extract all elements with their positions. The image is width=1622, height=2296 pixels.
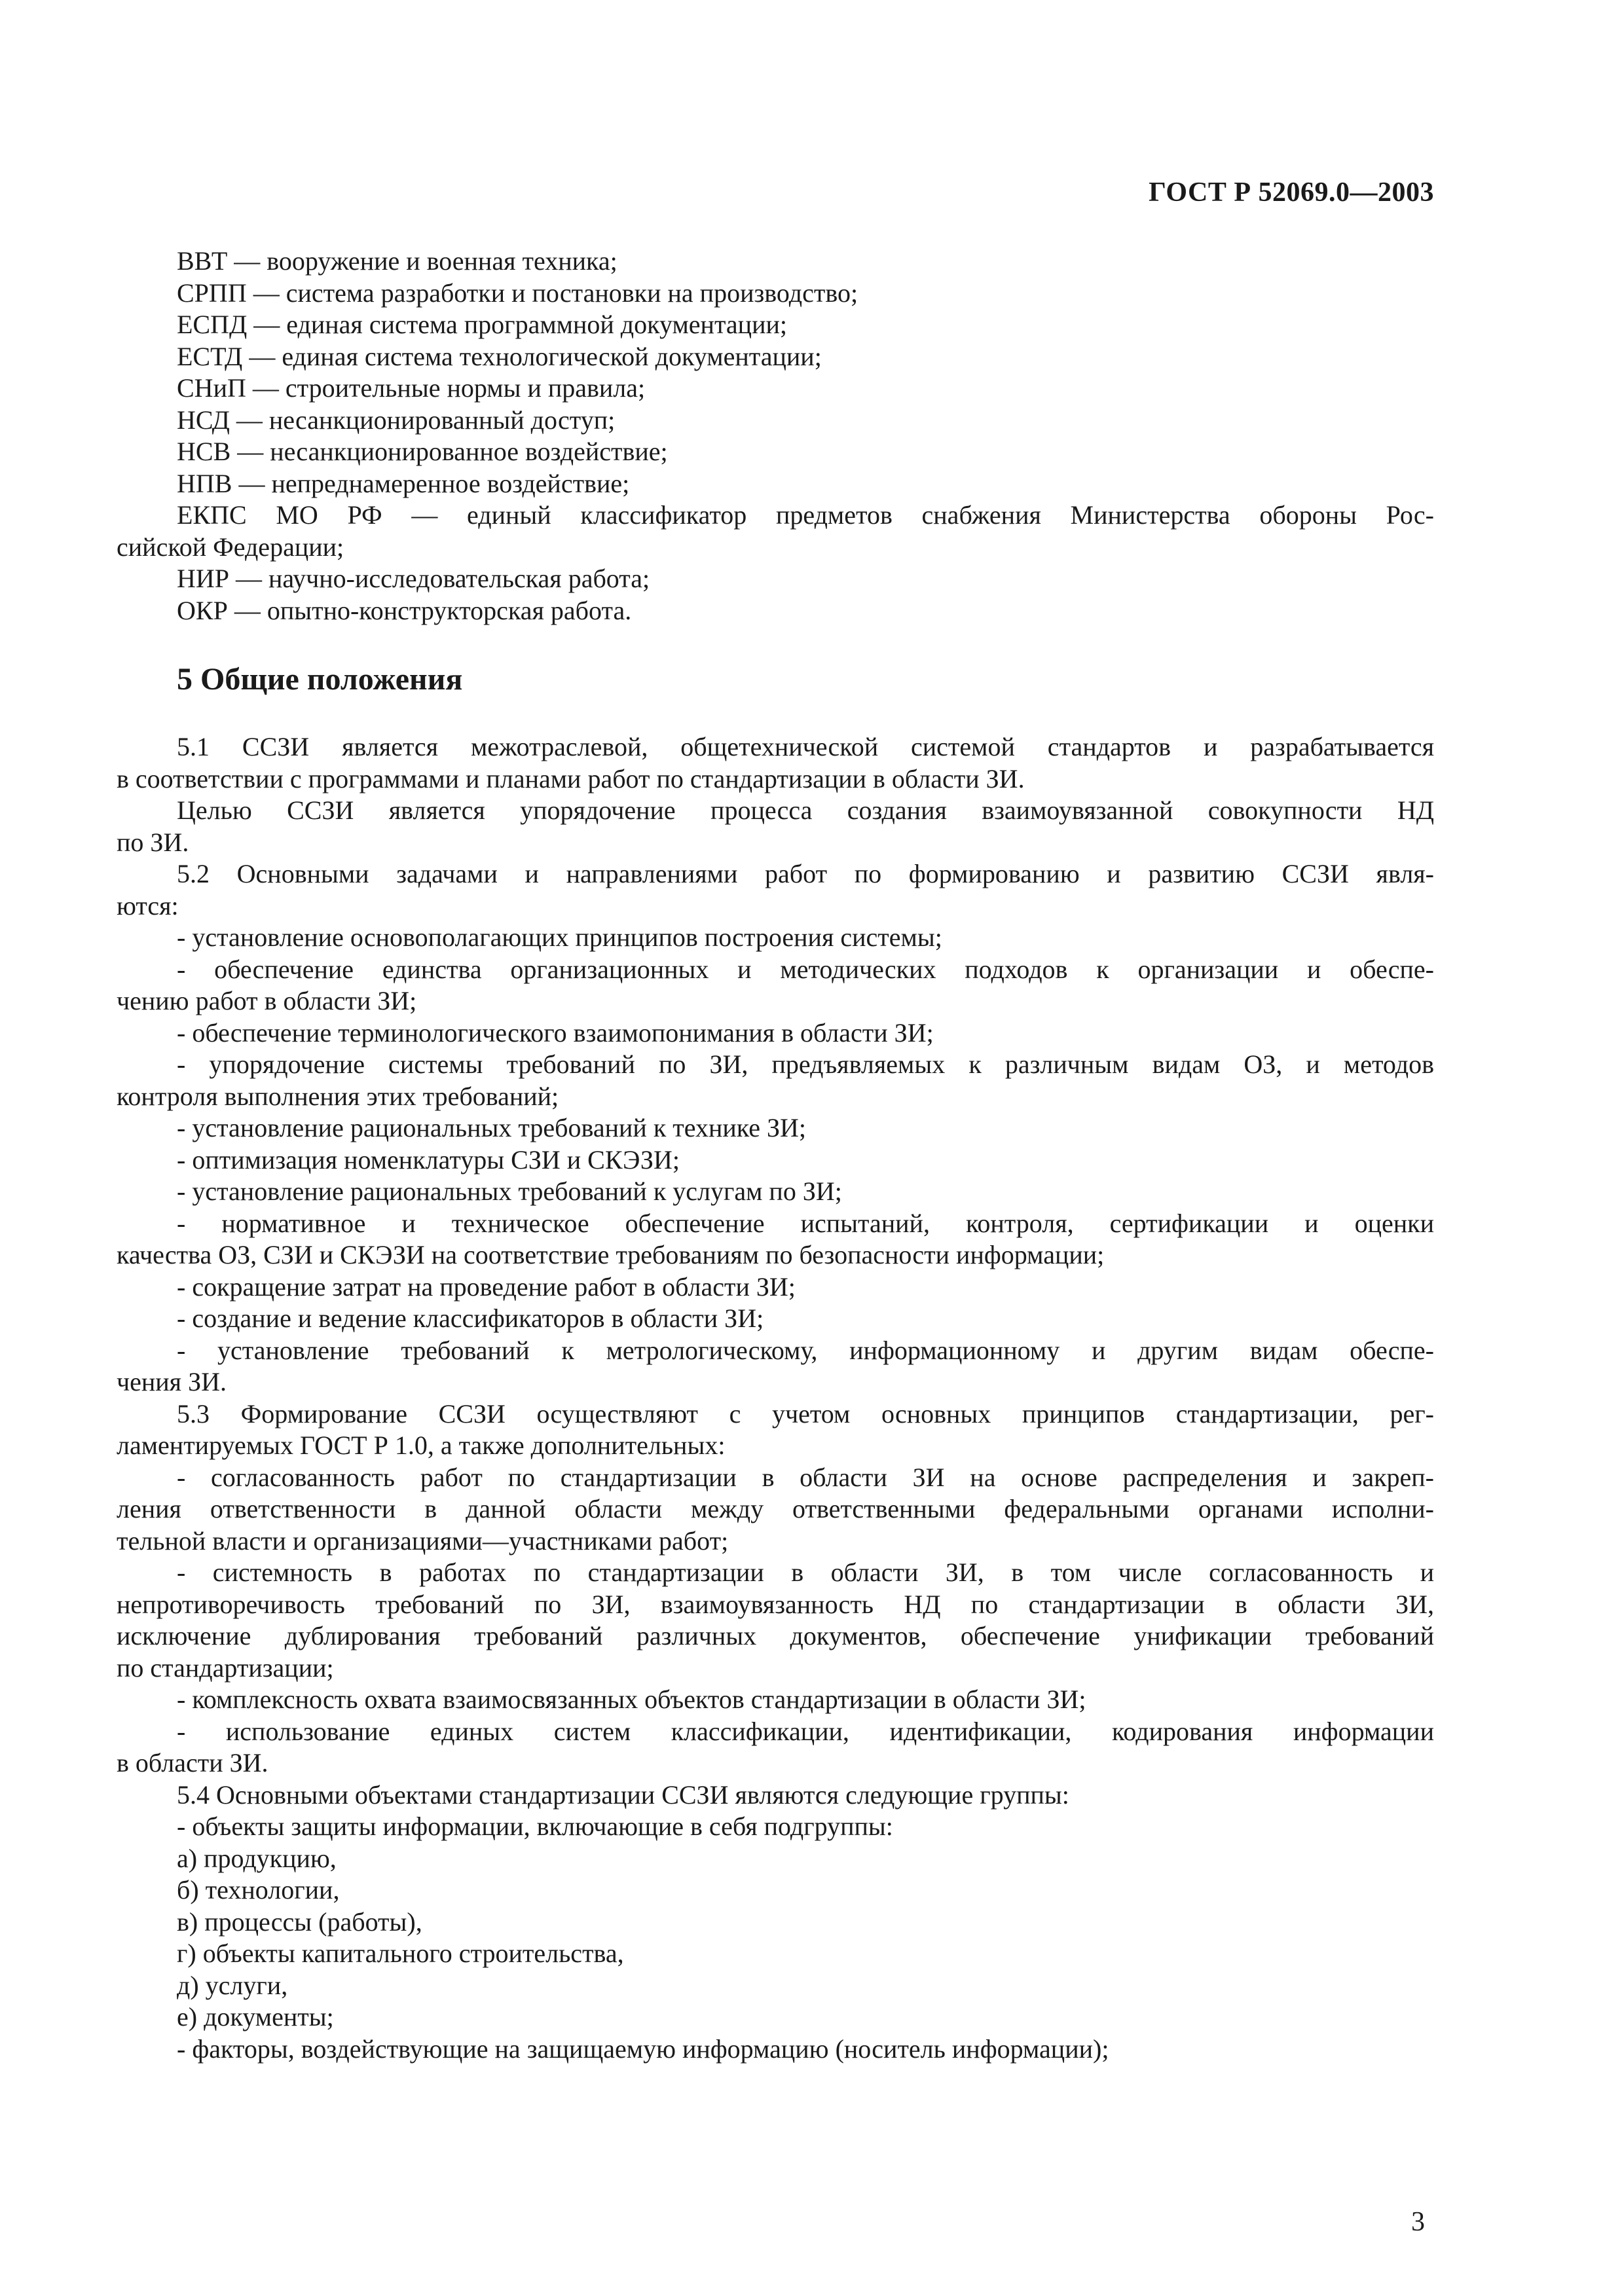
text-line: 5.3 Формирование ССЗИ осуществляют с учетом основных принципов стандартизации, рег- — [177, 1399, 1434, 1429]
list-item: г) объекты капитального строительства, — [177, 1939, 624, 1968]
text-line: - системность в работах по стандартизации в области ЗИ, в том числе согласованность и — [177, 1558, 1434, 1587]
list-item: е) документы; — [177, 2002, 334, 2032]
abbreviation-line: сийской Федерации; — [117, 532, 344, 562]
text-line: тельной власти и организациями—участниками работ; — [117, 1526, 729, 1556]
text-line: по стандартизации; — [117, 1653, 334, 1683]
text-line: по ЗИ. — [117, 828, 189, 857]
list-item: а) продукцию, — [177, 1844, 337, 1873]
text-line: в соответствии с программами и планами работ по стандартизации в области ЗИ. — [117, 764, 1025, 793]
text-line: - объекты защиты информации, включающие в себя подгруппы: — [177, 1812, 893, 1841]
text-line: Целью ССЗИ является упорядочение процесса создания взаимоувязанной совокупности НД — [177, 795, 1434, 825]
text-line: - использование единых систем классификации, идентификации, кодирования информации — [177, 1717, 1434, 1746]
text-line: - обеспечение единства организационных и методических подходов к организации и обеспе- — [177, 955, 1434, 984]
abbreviation-line: ЕСТД — единая система технологической документации; — [177, 342, 822, 371]
text-line: чения ЗИ. — [117, 1367, 227, 1396]
abbreviation-line: НИР — научно-исследовательская работа; — [177, 564, 650, 593]
page-number: 3 — [1411, 2207, 1425, 2237]
text-line: - упорядочение системы требований по ЗИ, предъявляемых к различным видам ОЗ, и методов — [177, 1049, 1434, 1079]
text-line: - комплексность охвата взаимосвязанных объектов стандартизации в области ЗИ; — [177, 1685, 1086, 1714]
section-heading: 5 Общие положения — [177, 662, 463, 697]
list-item: в) процессы (работы), — [177, 1907, 422, 1937]
list-item: д) услуги, — [177, 1971, 288, 2000]
abbreviation-line: ВВТ — вооружение и военная техника; — [177, 246, 617, 276]
abbreviation-line: СРПП — система разработки и постановки на производство; — [177, 278, 858, 308]
text-line: - установление основополагающих принципов построения системы; — [177, 922, 942, 952]
abbreviation-line: ЕКПС МО РФ — единый классификатор предметов снабжения Министерства обороны Рос- — [177, 500, 1434, 530]
text-line: ления ответственности в данной области между ответственными федеральными органами исполни- — [117, 1494, 1434, 1523]
text-line: - обеспечение терминологического взаимопонимания в области ЗИ; — [177, 1018, 934, 1048]
text-line: - создание и ведение классификаторов в области ЗИ; — [177, 1303, 764, 1333]
text-line: - установление рациональных требований к технике ЗИ; — [177, 1113, 806, 1142]
text-line: - согласованность работ по стандартизации в области ЗИ на основе распределения и закреп- — [177, 1463, 1434, 1492]
standard-header: ГОСТ Р 52069.0—2003 — [1149, 177, 1434, 208]
text-line: чению работ в области ЗИ; — [117, 986, 417, 1015]
abbreviation-line: ЕСПД — единая система программной документации; — [177, 310, 787, 339]
text-line: - установление рациональных требований к услугам по ЗИ; — [177, 1176, 842, 1206]
abbreviation-line: ОКР — опытно-конструкторская работа. — [177, 596, 632, 625]
text-line: качества ОЗ, СЗИ и СКЭЗИ на соответствие требованиям по безопасности информации; — [117, 1240, 1105, 1269]
text-line: контроля выполнения этих требований; — [117, 1082, 559, 1111]
abbreviation-line: НСД — несанкционированный доступ; — [177, 405, 616, 435]
text-line: в области ЗИ. — [117, 1748, 268, 1777]
text-line: 5.2 Основными задачами и направлениями работ по формированию и развитию ССЗИ явля- — [177, 859, 1434, 888]
list-item: б) технологии, — [177, 1875, 340, 1904]
abbreviation-line: НПВ — непреднамеренное воздействие; — [177, 469, 630, 498]
abbreviation-line: НСВ — несанкционированное воздействие; — [177, 437, 668, 466]
text-line: ются: — [117, 891, 179, 920]
text-line: непротиворечивость требований по ЗИ, взаимоувязанность НД по стандартизации в области ЗИ, — [117, 1590, 1434, 1619]
text-line: - оптимизация номенклатуры СЗИ и СКЭЗИ; — [177, 1145, 680, 1175]
text-line: 5.1 ССЗИ является межотраслевой, общетехнической системой стандартов и разрабатывается — [177, 732, 1434, 761]
text-line: - сокращение затрат на проведение работ в области ЗИ; — [177, 1272, 796, 1302]
abbreviation-line: СНиП — строительные нормы и правила; — [177, 373, 646, 403]
text-line: ламентируемых ГОСТ Р 1.0, а также дополнительных: — [117, 1430, 726, 1460]
text-line: - факторы, воздействующие на защищаемую информацию (носитель информации); — [177, 2034, 1109, 2064]
text-line: исключение дублирования требований различных документов, обеспечение унификации требований — [117, 1621, 1434, 1650]
text-line: 5.4 Основными объектами стандартизации ССЗИ являются следующие группы: — [177, 1780, 1069, 1810]
text-line: - нормативное и техническое обеспечение испытаний, контроля, сертификации и оценки — [177, 1209, 1434, 1238]
text-line: - установление требований к метрологическому, информационному и другим видам обеспе- — [177, 1336, 1434, 1365]
